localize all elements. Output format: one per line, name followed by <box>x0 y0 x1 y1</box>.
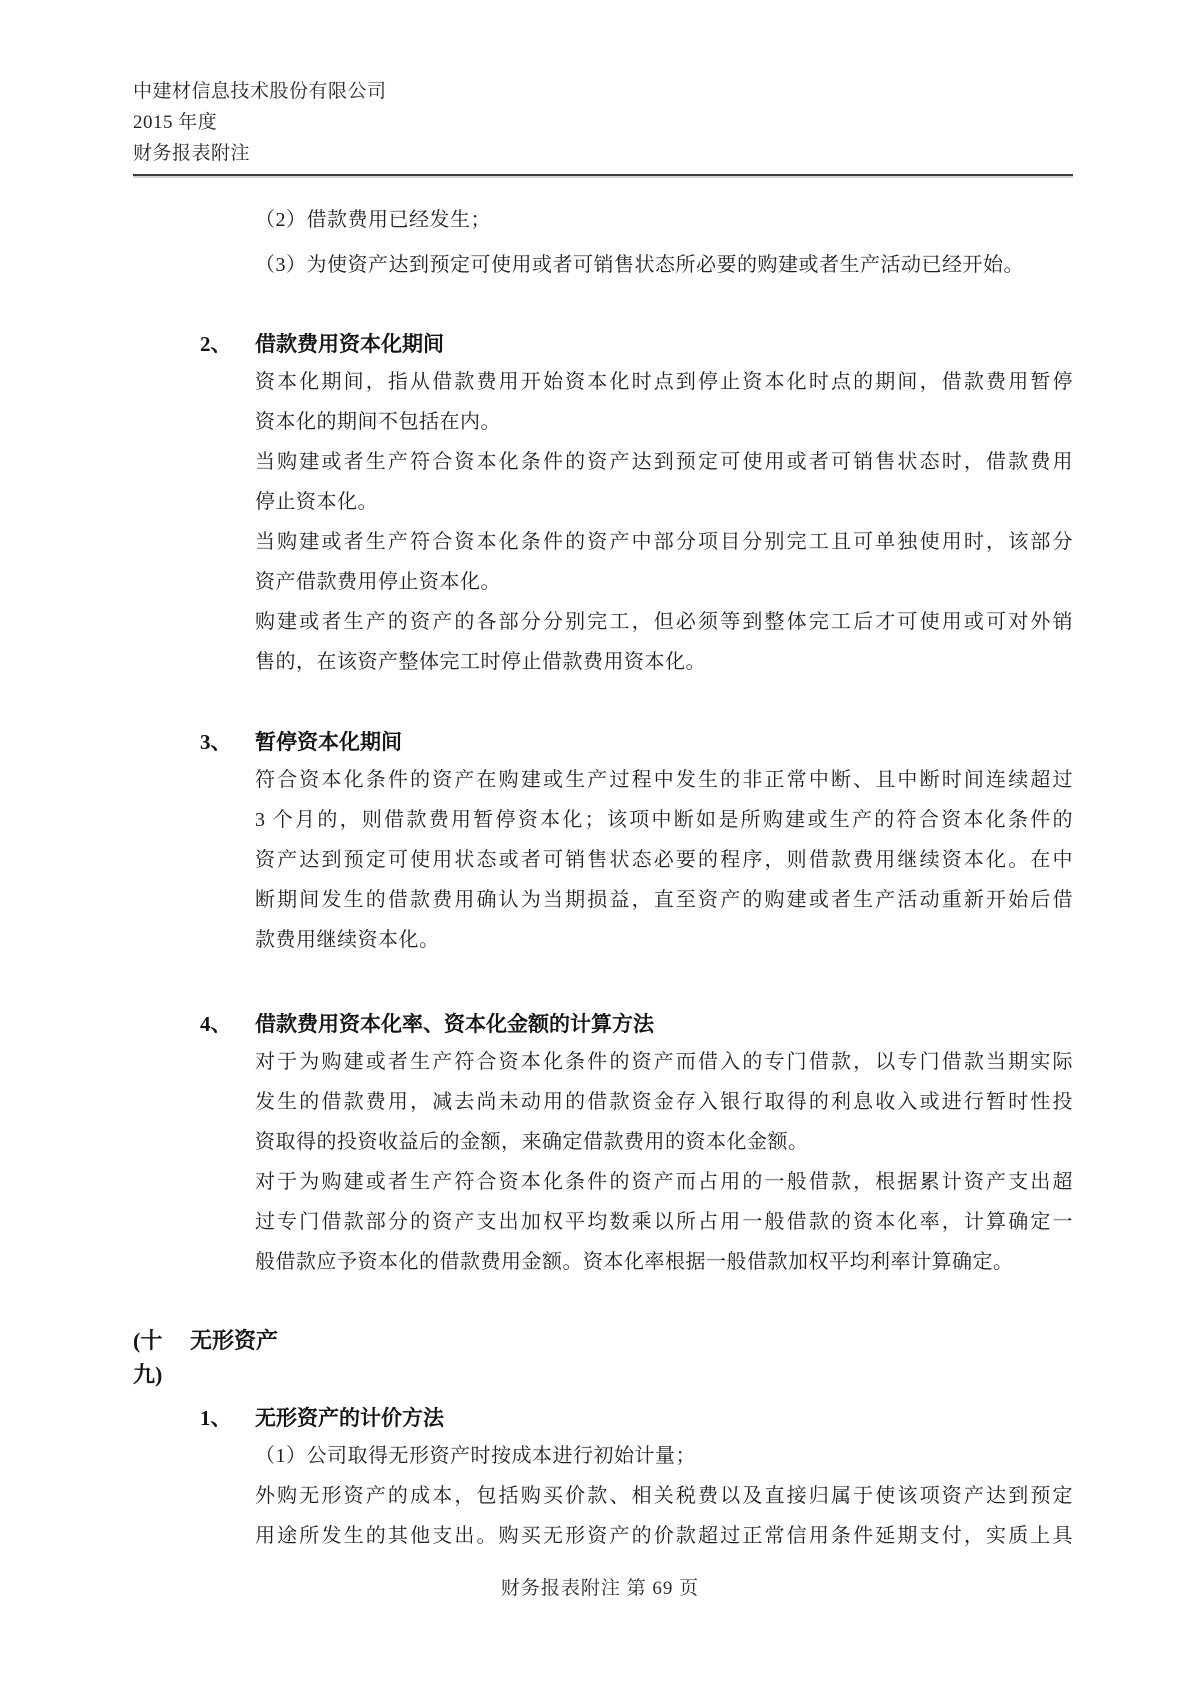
section-title: 无形资产的计价方法 <box>255 1406 444 1430</box>
section-capitalization-period <box>200 328 1073 682</box>
text-line: 符合资本化条件的资产在购建或生产过程中发生的非正常中断、且中断时间连续超过 <box>255 769 1073 791</box>
section-number: 3、 <box>200 730 232 754</box>
list-item: （2）借款费用已经发生； <box>255 209 491 231</box>
page-header <box>133 76 1073 176</box>
section-capitalization-rate <box>200 1008 1073 1282</box>
doc-title: 财务报表附注 <box>133 143 251 164</box>
section-number: 1、 <box>200 1406 232 1430</box>
text-line: 资产借款费用停止资本化。 <box>255 571 501 593</box>
paragraph <box>255 362 1073 682</box>
section-heading <box>200 328 1073 360</box>
chapter-title: 无形资产 <box>190 1328 279 1353</box>
text-line: 停止资本化。 <box>255 491 378 513</box>
text-line: 售的，在该资产整体完工时停止借款费用资本化。 <box>255 651 706 673</box>
section-number: 4、 <box>200 1012 232 1036</box>
footer-page-label: 财务报表附注 第 69 页 <box>500 1578 700 1599</box>
page-footer <box>0 1573 1200 1600</box>
section-title: 借款费用资本化率、资本化金额的计算方法 <box>255 1012 654 1036</box>
paragraph <box>255 1042 1073 1282</box>
section-heading <box>200 1402 1073 1434</box>
text-line: 资本化期间，指从借款费用开始资本化时点到停止资本化时点的期间，借款费用暂停 <box>255 371 1073 393</box>
section-heading <box>200 1008 1073 1040</box>
text-line: 资本化的期间不包括在内。 <box>255 411 501 433</box>
text-line: 3 个月的，则借款费用暂停资本化；该项中断如是所购建或生产的符合资本化条件的 <box>255 809 1073 831</box>
chapter-heading <box>133 1324 1073 1392</box>
section-title: 暂停资本化期间 <box>255 730 402 754</box>
text-line: （1）公司取得无形资产时按成本进行初始计量； <box>255 1445 696 1467</box>
section-suspension-period <box>200 726 1073 960</box>
text-line: 发生的借款费用，减去尚未动用的借款资金存入银行取得的利息收入或进行暂时性投 <box>255 1091 1073 1113</box>
text-line: 对于为购建或者生产符合资本化条件的资产而借入的专门借款，以专门借款当期实际 <box>255 1051 1073 1073</box>
intro-list <box>255 198 1073 288</box>
report-year: 2015 年度 <box>133 112 218 133</box>
text-line: 当购建或者生产符合资本化条件的资产中部分项目分别完工且可单独使用时，该部分 <box>255 531 1073 553</box>
text-line: 对于为购建或者生产符合资本化条件的资产而占用的一般借款，根据累计资产支出超 <box>255 1171 1073 1193</box>
section-number: 2、 <box>200 332 232 356</box>
chapter-number: (十九) <box>133 1328 163 1387</box>
header-divider <box>133 174 1073 176</box>
text-line: 资产达到预定可使用状态或者可销售状态必要的程序，则借款费用继续资本化。在中 <box>255 849 1073 871</box>
text-line: 当购建或者生产符合资本化条件的资产达到预定可使用或者可销售状态时，借款费用 <box>255 451 1073 473</box>
text-line: 断期间发生的借款费用确认为当期损益，直至资产的购建或者生产活动重新开始后借 <box>255 889 1073 911</box>
text-line: 外购无形资产的成本，包括购买价款、相关税费以及直接归属于使该项资产达到预定 <box>255 1485 1073 1507</box>
text-line: 资取得的投资收益后的金额，来确定借款费用的资本化金额。 <box>255 1131 809 1153</box>
document-body <box>133 198 1073 1556</box>
text-line: 款费用继续资本化。 <box>255 929 440 951</box>
paragraph <box>255 1436 1073 1556</box>
text-line: 购建或者生产的资产的各部分分别完工，但必须等到整体完工后才可使用或可对外销 <box>255 611 1073 633</box>
section-heading <box>200 726 1073 758</box>
text-line: 般借款应予资本化的借款费用金额。资本化率根据一般借款加权平均利率计算确定。 <box>255 1251 1014 1273</box>
company-name: 中建材信息技术股份有限公司 <box>133 81 387 102</box>
text-line: 用途所发生的其他支出。购买无形资产的价款超过正常信用条件延期支付，实质上具 <box>255 1525 1073 1547</box>
paragraph <box>255 760 1073 960</box>
chapter-intangible-assets <box>133 1324 1073 1556</box>
text-line: 过专门借款部分的资产支出加权平均数乘以所占用一般借款的资本化率，计算确定一 <box>255 1211 1073 1233</box>
list-item: （3）为使资产达到预定可使用或者可销售状态所必要的购建或者生产活动已经开始。 <box>255 254 1024 276</box>
section-title: 借款费用资本化期间 <box>255 332 444 356</box>
